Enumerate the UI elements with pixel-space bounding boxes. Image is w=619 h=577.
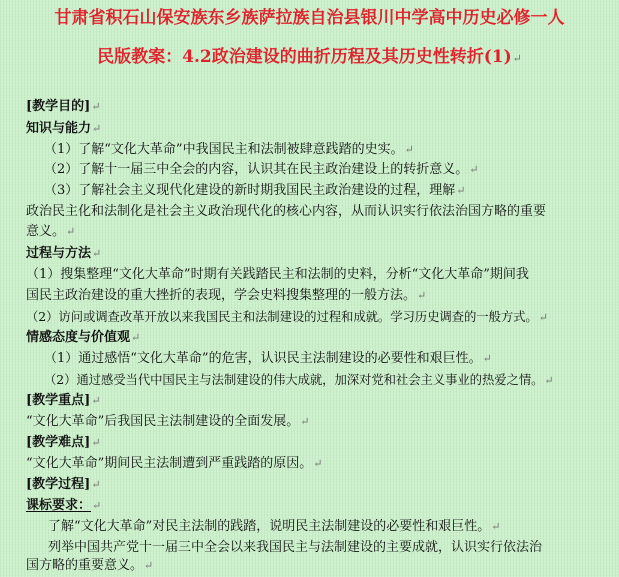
paragraph-mark-icon: ↵: [144, 559, 154, 572]
document-title-line-2: 民版教案：4.2政治建设的曲折历程及其历史性转折(1)↵: [97, 47, 522, 67]
emotion-item-1: （1）通过感悟“文化大革命”的危害，认识民主法制建设的必要性和艰巨性。↵: [44, 351, 492, 366]
focus-heading: [教学重点]↵: [26, 393, 101, 408]
paragraph-mark-icon: ↵: [538, 311, 548, 324]
paragraph-mark-icon: ↵: [66, 225, 76, 238]
paragraph-mark-icon: ↵: [91, 478, 101, 491]
paragraph-mark-icon: ↵: [92, 122, 102, 135]
paragraph-mark-icon: ↵: [417, 289, 427, 302]
paragraph-mark-icon: ↵: [91, 100, 101, 113]
knowledge-item-3-end: 意义。↵: [26, 224, 76, 239]
difficulty-text: “文化大革命”期间民主法制遭到严重践踏的原因。↵: [26, 456, 323, 471]
paragraph-mark-icon: ↵: [92, 499, 102, 512]
paragraph-mark-icon: ↵: [512, 52, 522, 65]
paragraph-mark-icon: ↵: [300, 415, 310, 428]
emotion-heading: 情感态度与价值观↵: [26, 330, 141, 345]
process-item-1: （1）搜集整理“文化大革命”时期有关践踏民主和法制的史料，分析“文化大革命”期间我: [26, 267, 529, 282]
difficulty-heading: [教学难点]↵: [26, 435, 101, 450]
knowledge-item-3-cont: 政治民主化和法制化是社会主义政治现代化的核心内容，从而认识实行依法治国方略的重要: [26, 204, 547, 219]
paragraph-mark-icon: ↵: [404, 143, 414, 156]
standard-heading: 课标要求：↵: [26, 498, 102, 513]
document-title-line-1: 甘肃省积石山保安族东乡族萨拉族自治县银川中学高中历史必修一人: [54, 8, 565, 28]
paragraph-mark-icon: ↵: [91, 436, 101, 449]
emotion-item-2: （2）通过感受当代中国民主与法制建设的伟大成就，加深对党和社会主义事业的热爱之情。↵: [44, 372, 554, 387]
process-item-2: （2）访问或调查改革开放以来我国民主和法制建设的过程和成就。学习历史调查的一般方式。↵: [26, 309, 548, 324]
paragraph-mark-icon: ↵: [469, 163, 479, 176]
paragraph-mark-icon: ↵: [544, 374, 554, 387]
paragraph-mark-icon: ↵: [92, 247, 102, 260]
standard-item-2-cont: 国方略的重要意义。↵: [26, 558, 154, 573]
standard-item-1: 了解“文化大革命”对民主法制的践踏，说明民主法制建设的必要性和艰巨性。↵: [48, 519, 501, 534]
paragraph-mark-icon: ↵: [482, 352, 492, 365]
knowledge-item-3: （3）了解社会主义现代化建设的新时期我国民主政治建设的过程，理解↵: [44, 183, 466, 198]
focus-text: “文化大革命”后我国民主法制建设的全面发展。↵: [26, 414, 310, 429]
paragraph-mark-icon: ↵: [91, 394, 101, 407]
process-item-1-cont: 国民主政治建设的重大挫折的表现，学会史料搜集整理的一般方法。↵: [26, 288, 427, 303]
knowledge-item-1: （1）了解“文化大革命”中我国民主和法制被肆意践踏的史实。↵: [44, 142, 414, 157]
standard-item-2: 列举中国共产党十一届三中全会以来我国民主与法制建设的主要成就，认识实行依法治: [48, 540, 543, 555]
teaching-process-heading: [教学过程]↵: [26, 477, 101, 492]
paragraph-mark-icon: ↵: [131, 331, 141, 344]
paragraph-mark-icon: ↵: [456, 184, 466, 197]
knowledge-item-2: （2）了解十一届三中全会的内容，认识其在民主政治建设上的转折意义。↵: [44, 162, 479, 177]
knowledge-heading: 知识与能力↵: [26, 121, 102, 136]
objectives-heading: [教学目的]↵: [26, 99, 101, 114]
paragraph-mark-icon: ↵: [313, 457, 323, 470]
process-heading: 过程与方法↵: [26, 246, 102, 261]
paragraph-mark-icon: ↵: [491, 520, 501, 533]
